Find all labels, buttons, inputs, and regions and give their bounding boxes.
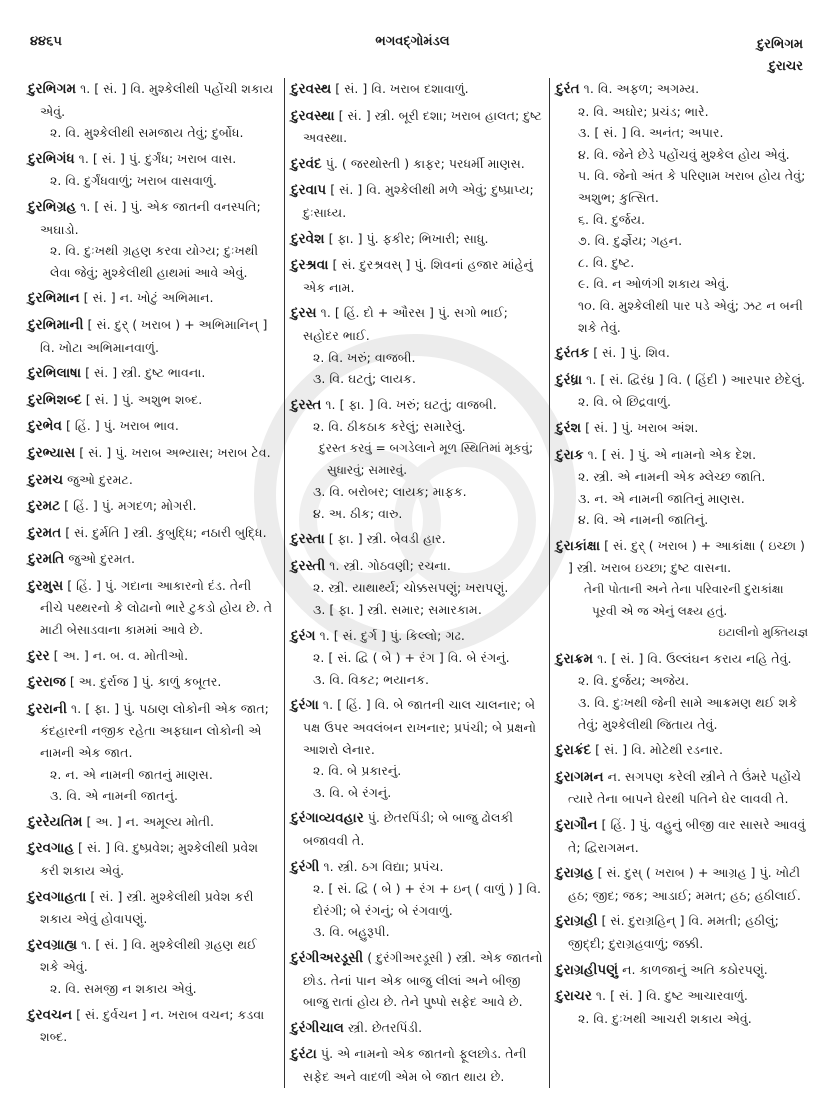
- dictionary-entry: [556, 739, 808, 762]
- entry-definition: ( દુરંગીઅરડૂસી ) સ્ત્રી. એક જાતનો છોડ. તેનાં પાન એક બાજુ લીલાં અને બીજી બાજુ રાતાં હોય છે. તેને પુષ્પો સફેદ આવે છે.: [303, 949, 543, 1010]
- dictionary-entry: [291, 179, 543, 223]
- entry-sense: ૬. વિ. દુર્જય.: [578, 211, 646, 227]
- entry-definition: ૧. [ સં. ] પું. એક જાતની વનસ્પતિ; અઘાડો.: [40, 198, 261, 237]
- dictionary-entry: [556, 417, 808, 440]
- dictionary-entry: [291, 625, 543, 691]
- entry-sense: ૨. વિ. ઠીકઠાક કરેલું; સમારેલું.: [313, 419, 466, 435]
- entry-sense: ૯. વિ. ન ઓળંગી શકાય એવું.: [578, 276, 730, 292]
- entry-headword: દુરંગાવ્યવહાર: [291, 810, 364, 827]
- entry-definition: [ હિં. ] પું. ગદાના આકારનો દંડ. તેની નીચે પથ્થરનો કે લોઢાનો ભારે ટુકડો હોય છે. તે માટી બેસાડવાના કામમાં આવે છે.: [40, 577, 273, 638]
- entry-headword: દુરાચર: [556, 988, 592, 1005]
- entry-sense: ૩. વિ. બે રંગનું.: [313, 784, 392, 800]
- entry-sense: ૩. વિ. એ નામની જાતનું.: [50, 788, 179, 804]
- entry-headword: દુરસ્ત: [291, 396, 322, 413]
- entry-definition: [ સં. દુર્ ( ખરાબ ) + અભિમાનિન્ ] વિ. ખોટા અભિમાનવાળું.: [40, 316, 268, 355]
- dictionary-entry: [28, 886, 278, 930]
- entry-sense: ૨. સ્ત્રી. એ નામની એક મ્લેચ્છ જાતિ.: [578, 469, 766, 485]
- entry-headword: દુરાક્રંદ: [556, 742, 592, 759]
- entry-definition: [ હિં. ] પું. ખરાબ ભાવ.: [66, 418, 179, 434]
- entry-sense: ૨. વિ. મુશ્કેલીથી સમજાય તેવું; દુર્બોધ.: [50, 125, 244, 141]
- entry-definition: [ સં. ] પું. ખરાબ અભ્યાસ; ખરાબ ટેવ.: [79, 444, 271, 460]
- entry-definition: ૧. [ ફા. ] પું. પઠાણ લોકોની એક જાત; કંદહારની નજીક રહેતા અફઘાન લોકોની એ નામની એક જાત.: [40, 700, 269, 761]
- entry-definition: [ સં. ] પું. શિવ.: [593, 345, 670, 361]
- entry-definition: ૧. [ ફા. ] વિ. ખરું; ઘટતું; વાજબી.: [325, 396, 497, 412]
- entry-definition: ૧. [ સં. ] વિ. દુષ્ટ આચારવાળું.: [595, 988, 748, 1004]
- entry-definition: ન. સગપણ કરેલી સ્ત્રીને તે ઉંમરે પહોંચે ત્યારે તેના બાપને ઘેરથી પતિને ઘેર લાવવી તે.: [568, 768, 802, 807]
- entry-definition: [ હિં. ] પું. વહુનું બીજી વાર સાસરે આવવું તે; દ્વિરાગમન.: [568, 817, 806, 855]
- entry-definition: [ સં. ] સ્ત્રી. દુષ્ટ ભાવના.: [85, 365, 206, 381]
- entry-definition: [ સં. દુર્મતિ ] સ્ત્રી. કુબુદ્ધિ; નઠારી બુદ્ધિ.: [65, 524, 267, 540]
- entry-sense: ૩. વિ. દુઃખથી જેની સામે આક્રમણ થઈ શકે તેવું; મુશ્કેલીથી જિતાય તેવું.: [578, 695, 798, 732]
- entry-definition: [ સં. દુર્ ( ખરાબ ) + આકાંક્ષા ( ઇચ્છા ) ] સ્ત્રી. ખરાબ ઇચ્છા; દુષ્ટ વાસના.: [568, 537, 805, 576]
- entry-sense: ૩. વિ. બરોબર; લાયક; માફક.: [313, 484, 467, 500]
- entry-headword: દુરાગમન: [556, 768, 604, 785]
- dictionary-entry: [28, 287, 278, 310]
- entry-definition: [ સં. ] પું. ખરાબ અંશ.: [585, 419, 699, 435]
- column-left: [28, 78, 278, 1052]
- entry-headword: દુરશ્રવા: [291, 257, 329, 274]
- dictionary-entry: [556, 985, 808, 1029]
- dictionary-entry: [28, 148, 278, 192]
- dictionary-entry: [28, 548, 278, 571]
- entry-headword: દુરવચન: [28, 1006, 73, 1023]
- entry-sense: ૨. સ્ત્રી. યાથાર્થ્ય; ચોક્કસપણું; ખરાપણું.: [313, 580, 509, 596]
- entry-definition: ૧. [ સં. ] પું. દુર્ગંધ; ખરાબ વાસ.: [78, 150, 237, 166]
- entry-sense: ૩. વિ. બહુરૂપી.: [313, 924, 390, 940]
- entry-headword: દુરંતક: [556, 345, 590, 362]
- dictionary-entry: [291, 1017, 543, 1040]
- entry-sense: ૨. વિ. દુર્ગંધવાળું; ખરાબ વાસવાળું.: [50, 173, 217, 189]
- entry-definition: [ અ. ] ન. અમૂલ્ય મોતી.: [86, 813, 215, 829]
- dictionary-entry: [556, 959, 808, 982]
- entry-headword: દુરવેશ: [291, 230, 325, 247]
- entry-headword: દુરર: [28, 647, 50, 664]
- dictionary-entry: [291, 394, 543, 525]
- entry-definition: [ સં. ] સ્ત્રી. મુશ્કેલીથી પ્રવેશ કરી શકાય એવું હોવાપણું.: [40, 888, 254, 927]
- entry-definition: ૧. સ્ત્રી. ઠગ વિદ્યા; પ્રપંચ.: [323, 858, 444, 874]
- entry-headword: દુરભિશબ્દ: [28, 391, 82, 408]
- entry-headword: દુરંગીઅરડૂસી: [291, 949, 364, 966]
- entry-definition: [ સં. દુસ્ ( ખરાબ ) + આગ્રહ ] પું. ખોટી હઠ; જીદ; જક; આડાઈ; મમત; હઠ; હઠીલાઈ.: [568, 865, 801, 903]
- dictionary-entry: [556, 648, 808, 735]
- dictionary-entry: [556, 342, 808, 365]
- dictionary-entry: [291, 856, 543, 943]
- entry-headword: દુરાગ્રહ: [556, 865, 594, 882]
- entry-definition: [ સં. ] વિ. દુષ્પ્રવેશ; મુશ્કેલીથી પ્રવેશ કરી શકાય એવું.: [40, 840, 259, 878]
- dictionary-entry: [556, 910, 808, 954]
- running-title: ભગવદ્ગોમંડલ: [375, 34, 450, 49]
- entry-sense: ૩. [ ફા. ] સ્ત્રી. સમાર; સમારકામ.: [313, 602, 482, 618]
- dictionary-entry: [556, 444, 808, 531]
- dictionary-entry: [28, 442, 278, 465]
- entry-headword: દુરભિમાન: [28, 290, 80, 307]
- column-right: [556, 78, 808, 1033]
- entry-definition: ૧. [ સં. ] વિ. ઉલ્લંઘન કરાય નહિ તેવું.: [597, 650, 792, 666]
- citation-source: ઇટાલીનો મુક્તિયજ્ઞ: [718, 625, 808, 640]
- dictionary-entry: [291, 153, 543, 176]
- dictionary-entry: [28, 934, 278, 1000]
- entry-headword: દુરંધ્રા: [556, 371, 583, 388]
- dictionary-entry: [291, 105, 543, 149]
- entry-headword: દુરાગ્રહી: [556, 913, 598, 930]
- entry-definition: [ સં. ] ન. ખોટું અભિમાન.: [83, 290, 214, 306]
- dictionary-entry: [28, 314, 278, 358]
- entry-sense: ૩. ન. એ નામની જાતિનું માણસ.: [578, 490, 745, 506]
- dictionary-entry: [291, 302, 543, 389]
- dictionary-entry: [28, 495, 278, 518]
- entry-headword: દુરરેયતિમ: [28, 813, 83, 830]
- entry-headword: દુરભિગંધ: [28, 150, 75, 167]
- entry-headword: દુરવાપ: [291, 182, 327, 199]
- entry-headword: દુરભેવ: [28, 418, 62, 435]
- dictionary-entry: [28, 362, 278, 385]
- entry-headword: દુરવગ્રાહ્ય: [28, 936, 78, 953]
- entry-definition: પું. એ નામનો એક જાતનો ફૂલછોડ. તેની સફેદ અને વાદળી એમ બે જાત થાય છે.: [303, 1046, 527, 1084]
- dictionary-entry: [28, 575, 278, 641]
- entry-definition: પું. ( જરથોસ્તી ) કાફર; પરધર્મી માણસ.: [325, 155, 525, 171]
- entry-headword: દુરભિલાષા: [28, 365, 82, 382]
- entry-sense: ૧૦. વિ. મુશ્કેલીથી પાર પડે એવું; ઝટ ન બની શકે તેવું.: [578, 297, 803, 335]
- entry-definition: [ ફા. ] પું. ફકીર; ભિખારી; સાધુ.: [328, 230, 489, 246]
- entry-definition: ૧. [ સં. ] વિ. મુશ્કેલીથી પહોંચી શકાય એવું.: [40, 81, 274, 119]
- entry-headword: દુરમચ: [28, 471, 64, 488]
- entry-definition: [ સં. દુરાગ્રહિન્ ] વિ. મમતી; હઠીલું; જીદ્દી; દુરાગ્રહવાળું; જક્કી.: [568, 913, 779, 951]
- entry-headword: દુરાગ્રહીપણું: [556, 961, 619, 978]
- usage-example: તેની પોતાની અને તેના પરિવારની દુરાકાંક્ષા પૂરવી એ જ એનું લક્ષ્ય હતું.: [584, 582, 784, 618]
- entry-definition: ૧. [ સં. ] વિ. મુશ્કેલીથી ગ્રહણ થઈ શકે એવું.: [40, 936, 257, 975]
- dictionary-entry: [28, 698, 278, 807]
- entry-sense: ૩. [ સં. ] વિ. અનંત; અપાર.: [578, 125, 724, 141]
- entry-definition: ૧. [ સં. દુર્ગ ] પું. કિલ્લો; ગઢ.: [319, 627, 465, 643]
- entry-definition: ૧. વિ. અફળ; અગમ્ય.: [583, 81, 700, 96]
- entry-definition: [ હિં. ] પું. મગદળ; મોગરી.: [64, 498, 197, 514]
- entry-definition: ૧. [ સં. દ્વિરંધ્ર ] વિ. ( હિંદી ) આરપાર છેદેલું.: [586, 371, 806, 387]
- dictionary-entry: [556, 814, 808, 858]
- dictionary-entry: [28, 389, 278, 412]
- guide-word-last: દુરાચર: [768, 59, 803, 74]
- dictionary-entry: [28, 837, 278, 881]
- entry-headword: દુરંગા: [291, 697, 319, 714]
- entry-headword: દુરવસ્થા: [291, 107, 335, 124]
- entry-definition: [ સં. ] વિ. ખરાબ દશાવાળું.: [335, 81, 469, 96]
- entry-sense: ૨. [ સં. દ્વિ ( બે ) + રંગ + ઇન્ ( વાળું ) ] વિ. દોરંગી; બે રંગનું; બે રંગવાળું.: [313, 881, 542, 918]
- entry-headword: દુરમતિ: [28, 551, 65, 568]
- guide-word-first: દુરભિગમ: [757, 37, 803, 52]
- guide-words: [757, 34, 803, 78]
- entry-definition: [ સં. ] વિ. મુશ્કેલીથી મળે એવું; દુષ્પ્રાપ્ય; દુઃસાધ્ય.: [303, 182, 534, 220]
- entry-definition: જુઓ દુરમત.: [68, 551, 136, 567]
- dictionary-entry: [556, 78, 808, 338]
- entry-sense: ૭. વિ. દુર્જ્ઞેય; ગહન.: [578, 233, 683, 249]
- entry-headword: દુરભિગમ: [28, 81, 77, 97]
- entry-headword: દુરંશ: [556, 419, 582, 436]
- entry-sense: ૨. વિ. દુઃખથી આચરી શકાય એવું.: [578, 1010, 752, 1026]
- entry-definition: [ અ. ] ન. બ. વ. મોતીઓ.: [53, 647, 189, 663]
- entry-headword: દુરરાની: [28, 700, 68, 717]
- dictionary-entry: [556, 862, 808, 906]
- entry-headword: દુરસ: [291, 305, 317, 322]
- dictionary-entry: [291, 228, 543, 251]
- entry-headword: દુરમત: [28, 524, 62, 541]
- entry-headword: દુરાગૌન: [556, 817, 598, 833]
- dictionary-entry: [28, 671, 278, 694]
- entry-headword: દુરમુસ: [28, 577, 64, 594]
- entry-sense: ૪. અ. ઠીક; વારુ.: [313, 505, 403, 521]
- entry-headword: દુરંગી: [291, 858, 320, 875]
- entry-definition: [ અ. દુર્રાજ ] પું. કાળું કબૂતર.: [69, 674, 222, 690]
- entry-sense: ૨. વિ. બે છિદ્રવાળું.: [578, 394, 671, 410]
- dictionary-entry: [28, 469, 278, 492]
- entry-headword: દુરમટ: [28, 498, 61, 515]
- usage-example: દુરસ્ત કરવું = બગડેલાને મૂળ સ્થિતિમાં મૂકવું; સુધારવું; સમારવું.: [319, 440, 534, 477]
- entry-headword: દુરાક: [556, 446, 584, 463]
- entry-sense: ૨. વિ. દુઃખથી ગ્રહણ કરવા યોગ્ય; દુઃખથી લેવા જેવું; મુશ્કેલીથી હાથમાં આવે એવું.: [50, 243, 259, 280]
- dictionary-entry: [556, 369, 808, 413]
- entry-definition: [ સં. દુર્વચન ] ન. ખરાબ વચન; કડવા શબ્દ.: [40, 1006, 265, 1045]
- dictionary-entry: [28, 196, 278, 283]
- entry-definition: ૧. સ્ત્રી. ગોઠવણી; રચના.: [329, 557, 451, 573]
- entry-sense: ૪. વિ. જેને છેડે પહોંચવું મુશ્કેલ હોય એવું.: [578, 146, 790, 162]
- entry-sense: ૨. વિ. બે પ્રકારનું.: [313, 763, 402, 779]
- entry-sense: ૮. વિ. દુષ્ટ.: [578, 254, 635, 270]
- entry-definition: જુઓ દુરમટ.: [67, 471, 133, 487]
- entry-headword: દુરસ્તા: [291, 531, 325, 548]
- dictionary-entry: [28, 811, 278, 834]
- entry-headword: દુરવગાહ: [28, 840, 75, 857]
- entry-definition: ૧. [ હિં. દો + ઔરસ ] પું. સગો ભાઈ; સહોદર ભાઈ.: [303, 305, 508, 343]
- dictionary-entry: [556, 535, 808, 644]
- entry-headword: દુરભિમાની: [28, 316, 84, 333]
- dictionary-entry: [291, 807, 543, 851]
- dictionary-entry: [556, 766, 808, 810]
- entry-headword: દુરસ્તી: [291, 557, 326, 574]
- entry-definition: સ્ત્રી. છેતરપિંડી.: [347, 1019, 423, 1035]
- entry-headword: દુરરાજ: [28, 674, 66, 691]
- entry-definition: ૧. [ સં. ] પું. એ નામનો એક દેશ.: [587, 446, 757, 462]
- dictionary-entry: [291, 78, 543, 101]
- entry-definition: પું. છેતરપિંડી; બે બાજુ ઢોલકી બજાવવી તે.: [303, 810, 513, 848]
- dictionary-entry: [291, 555, 543, 621]
- dictionary-entry: [291, 1043, 543, 1087]
- entry-definition: [ સં. ] સ્ત્રી. બૂરી દશા; ખરાબ હાલત; દુષ્ટ અવસ્થા.: [303, 107, 542, 146]
- entry-headword: દુરંગીચાલ: [291, 1019, 344, 1036]
- entry-sense: ૨. [ સં. દ્વિ ( બે ) + રંગ ] વિ. બે રંગનું.: [313, 650, 510, 666]
- entry-sense: ૫. વિ. જેનો અંત કે પરિણામ ખરાબ હોય તેવું; અશુભ; કુત્સિત.: [578, 168, 806, 205]
- entry-headword: દુરાકાંક્ષા: [556, 537, 601, 554]
- dictionary-entry: [28, 645, 278, 668]
- dictionary-entry: [28, 1004, 278, 1048]
- entry-sense: ૪. વિ. એ નામની જાતિનું.: [578, 512, 709, 528]
- entry-definition: [ સં. ] વિ. મોટેથી રડનાર.: [595, 742, 723, 758]
- entry-sense: ૨. વિ. ખરું; વાજબી.: [313, 349, 416, 365]
- entry-sense: ૨. ન. એ નામની જાતનું માણસ.: [50, 766, 213, 782]
- entry-definition: ન. કાળજાનું અતિ કઠોરપણું.: [622, 961, 768, 977]
- entry-headword: દુરવગાહતા: [28, 888, 87, 905]
- entry-headword: દુરભિગ્રહ: [28, 198, 77, 215]
- dictionary-entry: [291, 947, 543, 1013]
- entry-sense: ૨. વિ. દુર્જય; અજેય.: [578, 673, 690, 689]
- dictionary-entry: [28, 415, 278, 438]
- entry-sense: ૨. વિ. સમજી ન શકાય એવું.: [50, 980, 197, 996]
- entry-sense: ૩. વિ. વિકટ; ભયાનક.: [313, 671, 430, 687]
- entry-headword: દુરંત: [556, 81, 580, 97]
- dictionary-entry: [291, 254, 543, 298]
- entry-definition: [ ફા. ] સ્ત્રી. બેવડી હાર.: [328, 531, 446, 547]
- dictionary-entry: [291, 528, 543, 551]
- column-middle: [284, 78, 550, 1088]
- dictionary-entry: [291, 694, 543, 803]
- entry-sense: ૩. વિ. ઘટતું; લાયક.: [313, 371, 417, 387]
- dictionary-entry: [28, 522, 278, 545]
- dictionary-entry: [28, 78, 278, 144]
- entry-definition: [ સં. ] પું. અશુભ શબ્દ.: [85, 391, 203, 407]
- entry-headword: દુરાક્રમ: [556, 650, 594, 667]
- page-number: ૪૪૬૫: [30, 34, 62, 49]
- entry-headword: દુરંટા: [291, 1046, 317, 1063]
- entry-definition: ૧. [ હિં. ] વિ. બે જાતની ચાલ ચાલનાર; બે પક્ષ ઉપર અવલંબન રાખનાર; પ્રપંચી; બે પ્રક્ષનો આશરો લેનાર.: [303, 697, 537, 757]
- entry-headword: દુરભ્યાસ: [28, 444, 76, 461]
- entry-headword: દુરવંદ: [291, 155, 322, 172]
- entry-sense: ૨. વિ. અઘોર; પ્રચંડ; ભારે.: [578, 103, 709, 119]
- entry-definition: [ સં. દુરશ્રવસ્ ] પું. શિવનાં હજાર માંહેનું એક નામ.: [303, 257, 533, 295]
- entry-headword: દુરંગ: [291, 627, 316, 644]
- entry-headword: દુરવસ્થ: [291, 81, 332, 97]
